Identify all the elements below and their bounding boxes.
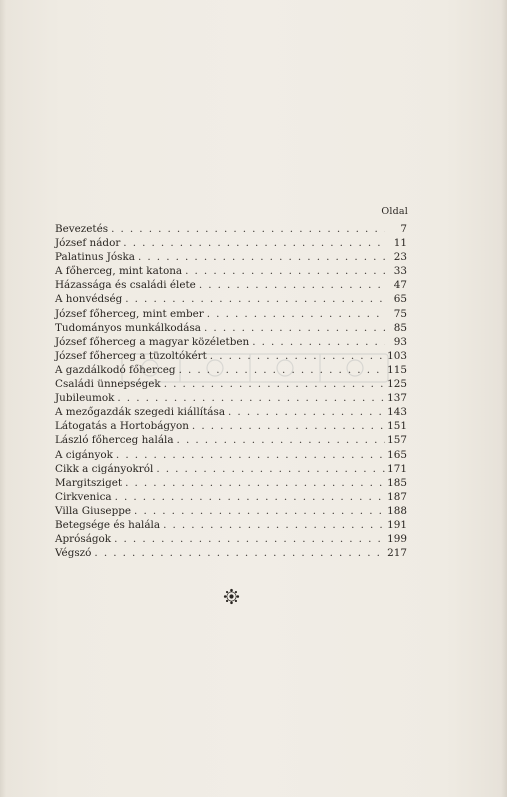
- toc-entry-page: 191: [387, 518, 407, 531]
- toc-entry-title: Cikk a cigányokról: [55, 462, 154, 475]
- toc-entry-title: Betegsége és halála: [55, 518, 161, 531]
- dot-leader: [164, 377, 385, 391]
- dot-leader: [179, 363, 385, 377]
- toc-entry: [55, 278, 407, 292]
- dot-leader: [116, 448, 385, 462]
- toc-entry: [55, 236, 407, 250]
- toc-entry-page: 65: [393, 293, 407, 306]
- dot-leader: [163, 518, 385, 532]
- toc-entry-page: 33: [393, 265, 407, 278]
- toc-entry: [55, 292, 407, 306]
- toc-entry-title: Apróságok: [55, 533, 112, 546]
- toc-entry-page: 187: [387, 490, 407, 503]
- dot-leader: [228, 405, 385, 419]
- toc-entry: [55, 532, 407, 546]
- dot-leader: [117, 391, 385, 405]
- toc-entry-title: Házassága és családi élete: [55, 279, 196, 292]
- toc-entry-title: Látogatás a Hortobágyon: [55, 420, 189, 433]
- toc-entry: [55, 490, 407, 504]
- dot-leader: [94, 546, 385, 560]
- toc-entry-page: 165: [387, 448, 407, 461]
- toc-entry-page: 171: [387, 462, 407, 475]
- page-column-header: Oldal: [381, 206, 408, 217]
- toc-entry-page: 199: [387, 533, 407, 546]
- toc-entry-page: 115: [387, 363, 407, 376]
- dot-leader: [138, 250, 385, 264]
- toc-entry: [55, 349, 407, 363]
- dot-leader: [125, 292, 385, 306]
- toc-entry-title: József főherceg a tüzoltókért: [55, 349, 207, 362]
- toc-entry-title: Végszó: [55, 547, 92, 560]
- toc-entry-title: László főherceg halála: [55, 434, 174, 447]
- toc-entry-title: Tudományos munkálkodása: [55, 321, 202, 334]
- dot-leader: [177, 433, 385, 447]
- toc-entry: [55, 546, 407, 560]
- toc-entry-page: 157: [387, 434, 407, 447]
- toc-entry-title: József nádor: [55, 237, 121, 250]
- toc-entry-title: Palatinus Jóska: [55, 251, 135, 264]
- toc-entry-title: Jubileumok: [55, 392, 115, 405]
- dot-leader: [114, 532, 385, 546]
- toc-entry-title: Villa Giuseppe: [55, 504, 132, 517]
- toc-entry-page: 217: [387, 547, 407, 560]
- toc-entry: [55, 504, 407, 518]
- toc-entry: [55, 307, 407, 321]
- dot-leader: [210, 349, 385, 363]
- toc-entry-page: 188: [387, 504, 407, 517]
- dot-leader: [115, 490, 385, 504]
- toc-entry: [55, 377, 407, 391]
- flower-ornament-icon: [223, 588, 240, 605]
- toc-entry-title: Bevezetés: [55, 223, 109, 235]
- toc-entry-page: 137: [387, 392, 407, 405]
- toc-entry: [55, 222, 407, 236]
- page-edge-right: [501, 0, 507, 797]
- dot-leader: [199, 278, 385, 292]
- toc-entry-title: Családi ünnepségek: [55, 378, 161, 391]
- toc-entry-page: 185: [387, 476, 407, 489]
- toc-entry-title: A főherceg, mint katona: [55, 265, 183, 278]
- dot-leader: [111, 222, 385, 236]
- toc-entry-title: A gazdálkodó főherceg: [55, 363, 176, 376]
- toc-entry-title: A honvédség: [55, 293, 123, 306]
- toc-entry: [55, 321, 407, 335]
- toc-entry-page: 75: [393, 307, 407, 320]
- toc-entry-page: 85: [393, 321, 407, 334]
- toc-entry-title: József főherceg, mint ember: [55, 307, 204, 320]
- toc-entry-title: Margitsziget: [55, 476, 123, 489]
- toc-entry: [55, 433, 407, 447]
- toc-entry-page: 93: [393, 335, 407, 348]
- toc-entry: [55, 363, 407, 377]
- dot-leader: [204, 321, 385, 335]
- toc-entry-page: 103: [387, 349, 407, 362]
- dot-leader: [123, 236, 385, 250]
- dot-leader: [125, 476, 385, 490]
- toc-entry: [55, 335, 407, 349]
- toc-entry-page: 11: [393, 237, 407, 250]
- toc-entry: [55, 448, 407, 462]
- toc-entry: [55, 419, 407, 433]
- dot-leader: [207, 307, 385, 321]
- toc-entry: [55, 518, 407, 532]
- toc-entry: [55, 264, 407, 278]
- toc-entry-title: A cigányok: [55, 448, 113, 461]
- toc-entry-page: 23: [393, 251, 407, 264]
- page-edge-left: [0, 0, 6, 797]
- toc-entry-title: Cirkvenica: [55, 490, 112, 503]
- toc-entry: [55, 250, 407, 264]
- dot-leader: [185, 264, 385, 278]
- dot-leader: [192, 419, 385, 433]
- toc-entry-page: 47: [393, 279, 407, 292]
- table-of-contents: [55, 222, 407, 560]
- toc-entry-page: 7: [400, 223, 407, 235]
- dot-leader: [156, 462, 385, 476]
- toc-entry: [55, 476, 407, 490]
- dot-leader: [252, 335, 385, 349]
- toc-entry-title: József főherceg a magyar közéletben: [55, 335, 250, 348]
- toc-entry-page: 125: [387, 378, 407, 391]
- toc-entry: [55, 462, 407, 476]
- toc-entry: [55, 391, 407, 405]
- dot-leader: [134, 504, 385, 518]
- toc-entry-page: 151: [387, 420, 407, 433]
- toc-entry-title: A mezőgazdák szegedi kiállítása: [55, 406, 226, 419]
- toc-entry-page: 143: [387, 406, 407, 419]
- toc-entry: [55, 405, 407, 419]
